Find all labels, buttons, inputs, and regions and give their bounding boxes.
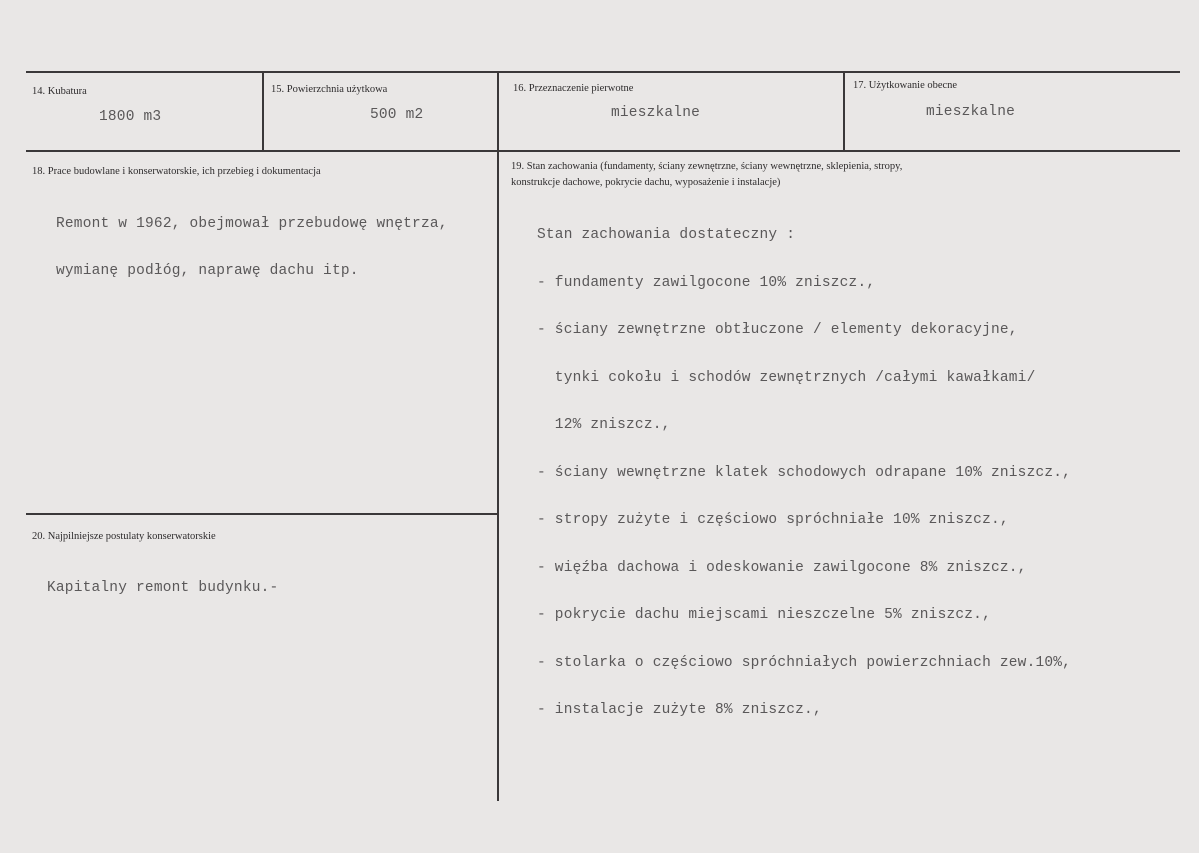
field-20-line: Kapitalny remont budynku.-: [47, 580, 279, 596]
field-19-line: Stan zachowania dostateczny :: [537, 227, 796, 243]
divider-16-17: [843, 73, 845, 151]
field-19-line: tynki cokołu i schodów zewnętrznych /całymi kawałkami/: [537, 369, 1036, 386]
field-19-label-line2: konstrukcje dachowe, pokrycie dachu, wyposażenie i instalacje): [511, 177, 781, 188]
field-18-text: [56, 185, 448, 311]
field-19-line: - fundamenty zawilgocone 10% zniszcz.,: [537, 274, 876, 291]
field-20-text: [47, 549, 278, 628]
field-14-label: 14. Kubatura: [32, 86, 87, 97]
field-17-value: mieszkalne: [926, 104, 1016, 120]
top-rule: [26, 71, 1180, 73]
row-divider-rule: [26, 150, 1180, 152]
field-16-value: mieszkalne: [611, 105, 701, 121]
field-18-line: wymianę podłóg, naprawę dachu itp.: [56, 263, 359, 279]
field-16-label: 16. Przeznaczenie pierwotne: [513, 83, 634, 94]
field-19-text: [537, 196, 1071, 751]
field-19-line: - instalacje zużyte 8% zniszcz.,: [537, 702, 822, 718]
field-19-line: - ściany wewnętrzne klatek schodowych odrapane 10% zniszcz.,: [537, 464, 1072, 481]
field-19-line: - pokrycie dachu miejscami nieszczelne 5% zniszcz.,: [537, 607, 991, 623]
field-19-line: 12% zniszcz.,: [537, 417, 671, 433]
divider-14-15: [262, 73, 264, 151]
field-20-label: 20. Najpilniejsze postulaty konserwatorskie: [32, 531, 216, 542]
field-18-label: 18. Prace budowlane i konserwatorskie, ich przebieg i dokumentacja: [32, 166, 321, 177]
field-19-line: - więźba dachowa i odeskowanie zawilgocone 8% zniszcz.,: [537, 559, 1027, 576]
divider-main-vertical: [497, 73, 499, 801]
field-19-line: - stolarka o częściowo spróchniałych powierzchniach zew.10%,: [537, 654, 1072, 671]
field-15-label: 15. Powierzchnia użytkowa: [271, 84, 388, 95]
field-19-line: - ściany zewnętrzne obtłuczone / elementy dekoracyjne,: [537, 322, 1018, 338]
field-18-line: Remont w 1962, obejmował przebudowę wnętrza,: [56, 216, 448, 232]
field-19-label-line1: 19. Stan zachowania (fundamenty, ściany zewnętrzne, ściany wewnętrzne, sklepienia, stropy,: [511, 161, 903, 172]
field-15-value: 500 m2: [370, 107, 424, 123]
divider-18-20: [26, 513, 497, 515]
field-14-value: 1800 m3: [99, 109, 162, 125]
field-19-line: - stropy zużyte i częściowo spróchniałe 10% zniszcz.,: [537, 512, 1009, 528]
field-17-label: 17. Użytkowanie obecne: [853, 80, 958, 91]
